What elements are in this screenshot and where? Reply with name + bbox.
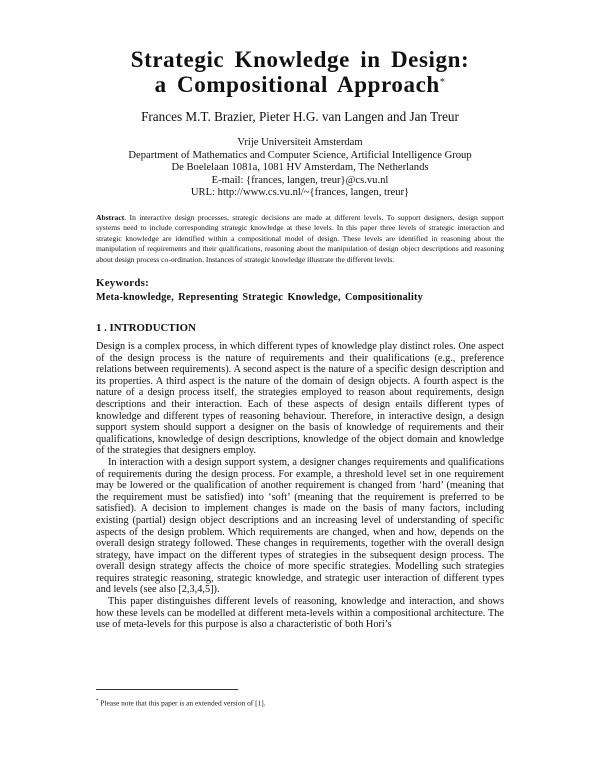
- footnote-text: Please note that this paper is an extended version of [1].: [98, 698, 266, 708]
- affiliation-university: Vrije Universiteit Amsterdam: [237, 137, 363, 148]
- footnote-mark: *: [96, 699, 99, 704]
- affiliation-department: Department of Mathematics and Computer Science, Artificial Intelligence Group: [128, 149, 472, 161]
- footnote: [96, 697, 266, 707]
- affiliation-url[interactable]: URL: http://www.cs.vu.nl/~{frances, langen, treur}: [190, 187, 410, 199]
- title-line-2-text: a Compositional Approach: [154, 72, 440, 97]
- introduction-body: [96, 341, 504, 631]
- keywords-heading: Keywords:: [96, 277, 150, 289]
- keywords-list: Meta-knowledge, Representing Strategic Knowledge, Compositionality: [96, 292, 423, 303]
- affiliation-address: De Boelelaan 1081a, 1081 HV Amsterdam, The Netherlands: [171, 162, 429, 174]
- footnote-divider: [96, 689, 238, 690]
- paper-page: [96, 0, 504, 631]
- title-line-1: Strategic Knowledge in Design:: [130, 47, 470, 72]
- affiliation-block: [96, 137, 504, 200]
- abstract-text: . In interactive design processes, strategic decisions are made at different levels. To support designers, design support systems need to include corresponding strategic knowledge at these levels. In this paper three levels of strategic interaction and strategic knowledge are identified within a compositional model of design. These levels are identified in reasoning about the manipulation of requirements and their qualifications, reasoning about the manipulation of design object descriptions and reasoning about design process co-ordination. Instances of strategic knowledge illustrate the different levels.: [96, 212, 504, 264]
- paragraph: In interaction with a design support system, a designer changes requirements and qualifications of requirements during the design process. For example, a threshold level set in one requirement may be lowered or the qualification of another requirement is changed from ‘hard’ (meaning that the requirement must be satisfied) into ‘soft’ (meaning that the requirement is preferred to be satisfied). A decision to implement changes is made on the basis of many factors, including existing (partial) design object descriptions and an increasing level of understanding of specific aspects of the design problem. Which requirements are changed, when and how, depends on the overall design strategy followed. These changes in requirements, together with the overall design strategy, have impact on the different types of strategies in the subsequent design process. The overall design strategy affects the choice of more specific strategies. Modelling such strategies requires strategic reasoning, strategic knowledge, and strategic user interaction of different types and levels (see also [2,3,4,5]).: [96, 456, 504, 596]
- section-heading-introduction: 1 . INTRODUCTION: [96, 322, 196, 334]
- abstract: [96, 213, 504, 265]
- title-line-2: [96, 72, 504, 97]
- paragraph: This paper distinguishes different levels of reasoning, knowledge and interaction, and shows how these levels can be modelled at different meta-levels within a compositional architecture. The use of meta-levels for this purpose is also a characteristic of both Hori’s: [96, 596, 504, 631]
- title-footnote-mark[interactable]: *: [439, 77, 446, 88]
- author-list: Frances M.T. Brazier, Pieter H.G. van Langen and Jan Treur: [141, 109, 459, 124]
- affiliation-email: E-mail: {frances, langen, treur}@cs.vu.nl: [211, 174, 389, 186]
- paragraph: Design is a complex process, in which different types of knowledge play distinct roles. One aspect of the design process is the nature of requirements and their qualifications (e.g., preference relations between requirements). A second aspect is the nature of a specific design description and its properties. A third aspect is the nature of the domain of design objects. A fourth aspect is the nature of a design process itself, the strategies employed to reason about requirements, design descriptions and their interaction. Each of these aspects of design entails different types of knowledge and different types of reasoning behaviour. Therefore, in interactive design, a design support system should support a designer on the basis of knowledge of requirements and their qualifications, knowledge of design descriptions, knowledge of the object domain and knowledge of the strategies that designers employ.: [96, 341, 504, 457]
- abstract-label: Abstract: [96, 212, 125, 222]
- paper-title: [96, 47, 504, 97]
